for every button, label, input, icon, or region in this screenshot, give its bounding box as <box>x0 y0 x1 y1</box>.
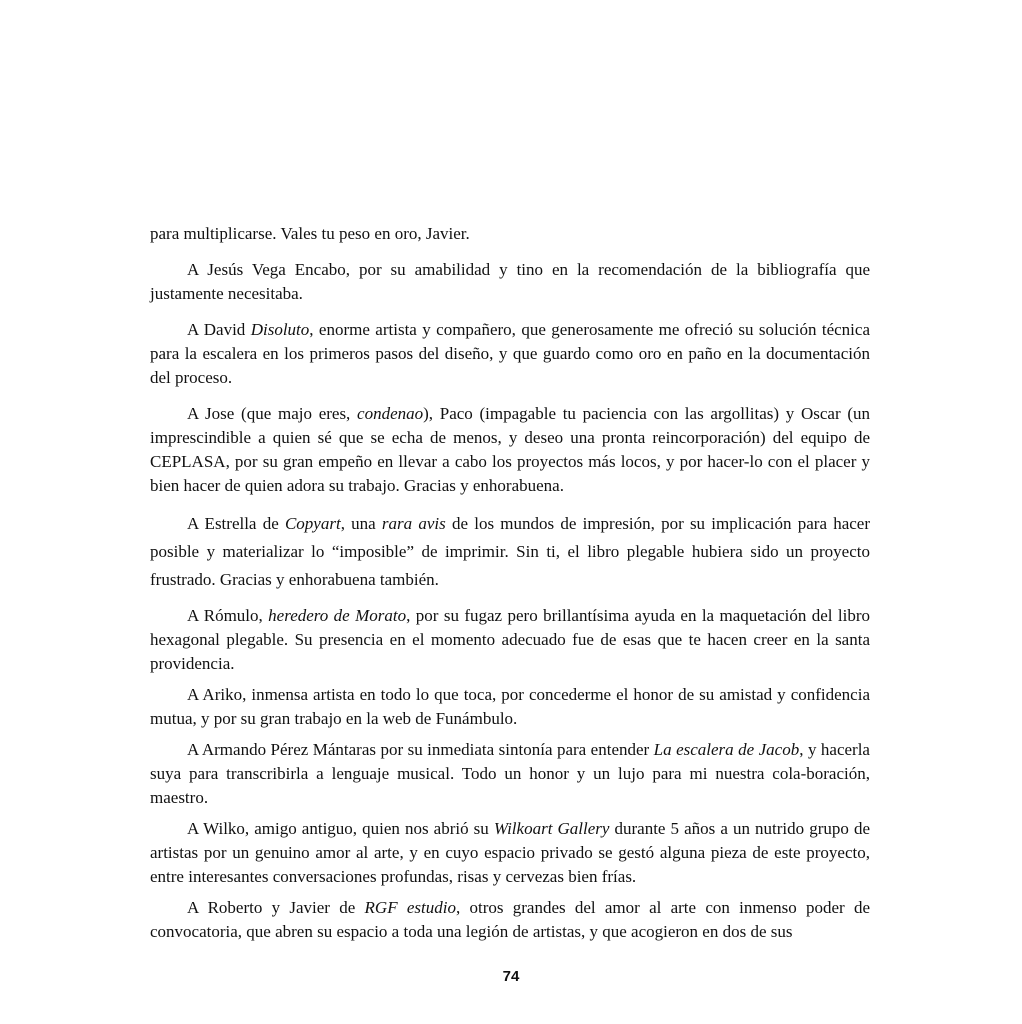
text-run: A Jose (que majo eres, <box>187 404 358 423</box>
text-run: A Wilko, amigo antiguo, quien nos abrió su <box>187 819 494 838</box>
text-run: durante 5 años a un nutrido grupo de artistas por un genuino amor al arte, y en cuyo espacio privado se gestó alguna pieza de este proyecto, entre interesantes conversaciones profundas, risas y cervezas bien frías. <box>150 819 871 886</box>
text-run: A Ariko, inmensa artista en todo lo que toca, por concederme el honor de su amistad y confidencia mutua, y por su gran trabajo en la web de Funámbulo. <box>150 685 870 728</box>
italic-run: condenao <box>357 404 424 423</box>
paragraph <box>150 896 870 944</box>
body-text <box>150 222 870 951</box>
italic-run: heredero de Morato <box>268 606 407 625</box>
italic-run: Disoluto <box>250 320 310 339</box>
paragraph <box>150 510 870 594</box>
italic-run: rara avis <box>381 514 446 533</box>
paragraph <box>150 222 870 246</box>
text-run: , una <box>340 514 382 533</box>
text-run: , por su fugaz pero brillantísima ayuda en la maquetación del libro hexagonal plegable. Su presencia en el momento adecuado fue de esas que te hacen creer en la santa providencia. <box>150 606 871 673</box>
text-run: para multiplicarse. Vales tu peso en oro, Javier. <box>150 224 470 243</box>
paragraph <box>150 683 870 731</box>
text-run: A Jesús Vega Encabo, por su amabilidad y tino en la recomendación de la bibliografía que justamente necesitaba. <box>150 260 870 303</box>
paragraph <box>150 817 870 889</box>
paragraph <box>150 402 870 498</box>
text-run: A David <box>187 320 251 339</box>
page-number: 74 <box>502 968 520 985</box>
italic-run: La escalera de Jacob <box>653 740 800 759</box>
text-run: , otros grandes del amor al arte con inmenso poder de convocatoria, que abren su espacio a toda una legión de artistas, y que acogieron en dos de sus <box>150 898 871 941</box>
italic-run: Wilkoart Gallery <box>493 819 610 838</box>
paragraph <box>150 604 870 676</box>
text-run: , enorme artista y compañero, que generosamente me ofreció su solución técnica para la escalera en los primeros pasos del diseño, y que guardo como oro en paño en la documentación del proceso. <box>150 320 870 387</box>
italic-run: Copyart <box>284 514 341 533</box>
text-run: A Roberto y Javier de <box>187 898 365 917</box>
text-run: A Armando Pérez Mántaras por su inmediata sintonía para entender <box>187 740 654 759</box>
paragraph <box>150 738 870 810</box>
paragraph <box>150 318 870 390</box>
text-run: de los mundos de impresión, por su implicación para hacer posible y materializar lo “imposible” de imprimir. Sin ti, el libro plegable hubiera sido un proyecto frustrado. Gracias y enhorabuena también. <box>150 514 871 589</box>
italic-run: RGF estudio <box>364 898 456 917</box>
text-run: A Rómulo, <box>187 606 269 625</box>
text-run: ), Paco (impagable tu paciencia con las argollitas) y Oscar (un imprescindible a quien sé que se echa de menos, y deseo una pronta reincorporación) del equipo de CEPLASA, por su gran empeño en llevar a cabo los proyectos más locos, y por hacer-lo con el placer y bien hacer de quien adora su trabajo. Gracias y enhorabuena. <box>150 404 870 495</box>
text-run: A Estrella de <box>187 514 285 533</box>
paragraph <box>150 258 870 306</box>
text-run: , y hacerla suya para transcribirla a lenguaje musical. Todo un honor y un lujo para mi nuestra cola-boración, maestro. <box>150 740 870 807</box>
